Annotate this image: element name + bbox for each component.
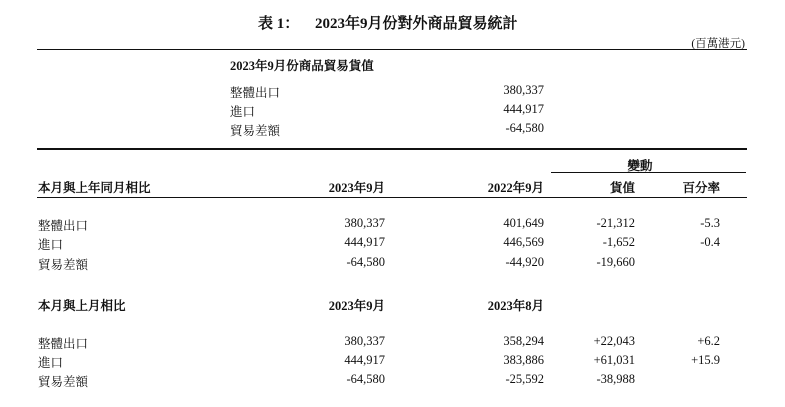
mom-col-previous: 2023年8月 [487,299,544,313]
change-percent-header: 百分率 [682,181,720,195]
mom-row-percent: +15.9 [691,353,720,367]
mom-row-current: 444,917 [344,353,385,367]
mom-row-change: +61,031 [593,353,635,367]
mom-row-label: 整體出口 [38,337,89,351]
change-group-rule [551,172,746,173]
yoy-heading: 本月與上年同月相比 [38,181,151,195]
yoy-row-change: -1,652 [602,235,635,249]
mom-row-change: +22,043 [593,334,635,348]
table-number: 表 1： [258,16,300,32]
change-value-header: 貨值 [609,181,635,195]
header-rule [37,197,747,198]
yoy-row-percent: -5.3 [700,216,720,230]
yoy-col-previous: 2022年9月 [487,181,544,195]
yoy-row-label: 整體出口 [38,219,89,233]
summary-label-balance: 貿易差額 [230,124,281,138]
yoy-row-percent: -0.4 [700,235,720,249]
mom-col-current: 2023年9月 [328,299,385,313]
summary-heading: 2023年9月份商品貿易貨值 [230,59,374,73]
mid-rule [37,148,747,150]
mom-row-current: 380,337 [344,334,385,348]
mom-row-previous: 358,294 [503,334,544,348]
yoy-row-label: 貿易差額 [38,258,89,272]
yoy-row-label: 進口 [38,238,64,252]
mom-row-change: -38,988 [596,372,635,386]
yoy-col-current: 2023年9月 [328,181,385,195]
top-rule [37,49,747,50]
change-group-header: 變動 [627,159,653,173]
summary-value-exports: 380,337 [503,83,544,97]
page-title: 2023年9月份對外商品貿易統計 [315,16,518,32]
summary-value-balance: -64,580 [505,121,544,135]
summary-label-imports: 進口 [230,105,256,119]
yoy-row-change: -19,660 [596,255,635,269]
mom-row-label: 貿易差額 [38,375,89,389]
mom-row-previous: 383,886 [503,353,544,367]
yoy-row-previous: -44,920 [505,255,544,269]
mom-heading: 本月與上月相比 [38,299,126,313]
mom-row-label: 進口 [38,356,64,370]
yoy-row-previous: 446,569 [503,235,544,249]
unit-label: (百萬港元) [691,38,745,50]
mom-row-percent: +6.2 [697,334,720,348]
summary-label-exports: 整體出口 [230,86,281,100]
mom-row-previous: -25,592 [505,372,544,386]
yoy-row-current: 444,917 [344,235,385,249]
yoy-row-previous: 401,649 [503,216,544,230]
yoy-row-change: -21,312 [596,216,635,230]
summary-value-imports: 444,917 [503,102,544,116]
mom-row-current: -64,580 [346,372,385,386]
yoy-row-current: 380,337 [344,216,385,230]
yoy-row-current: -64,580 [346,255,385,269]
